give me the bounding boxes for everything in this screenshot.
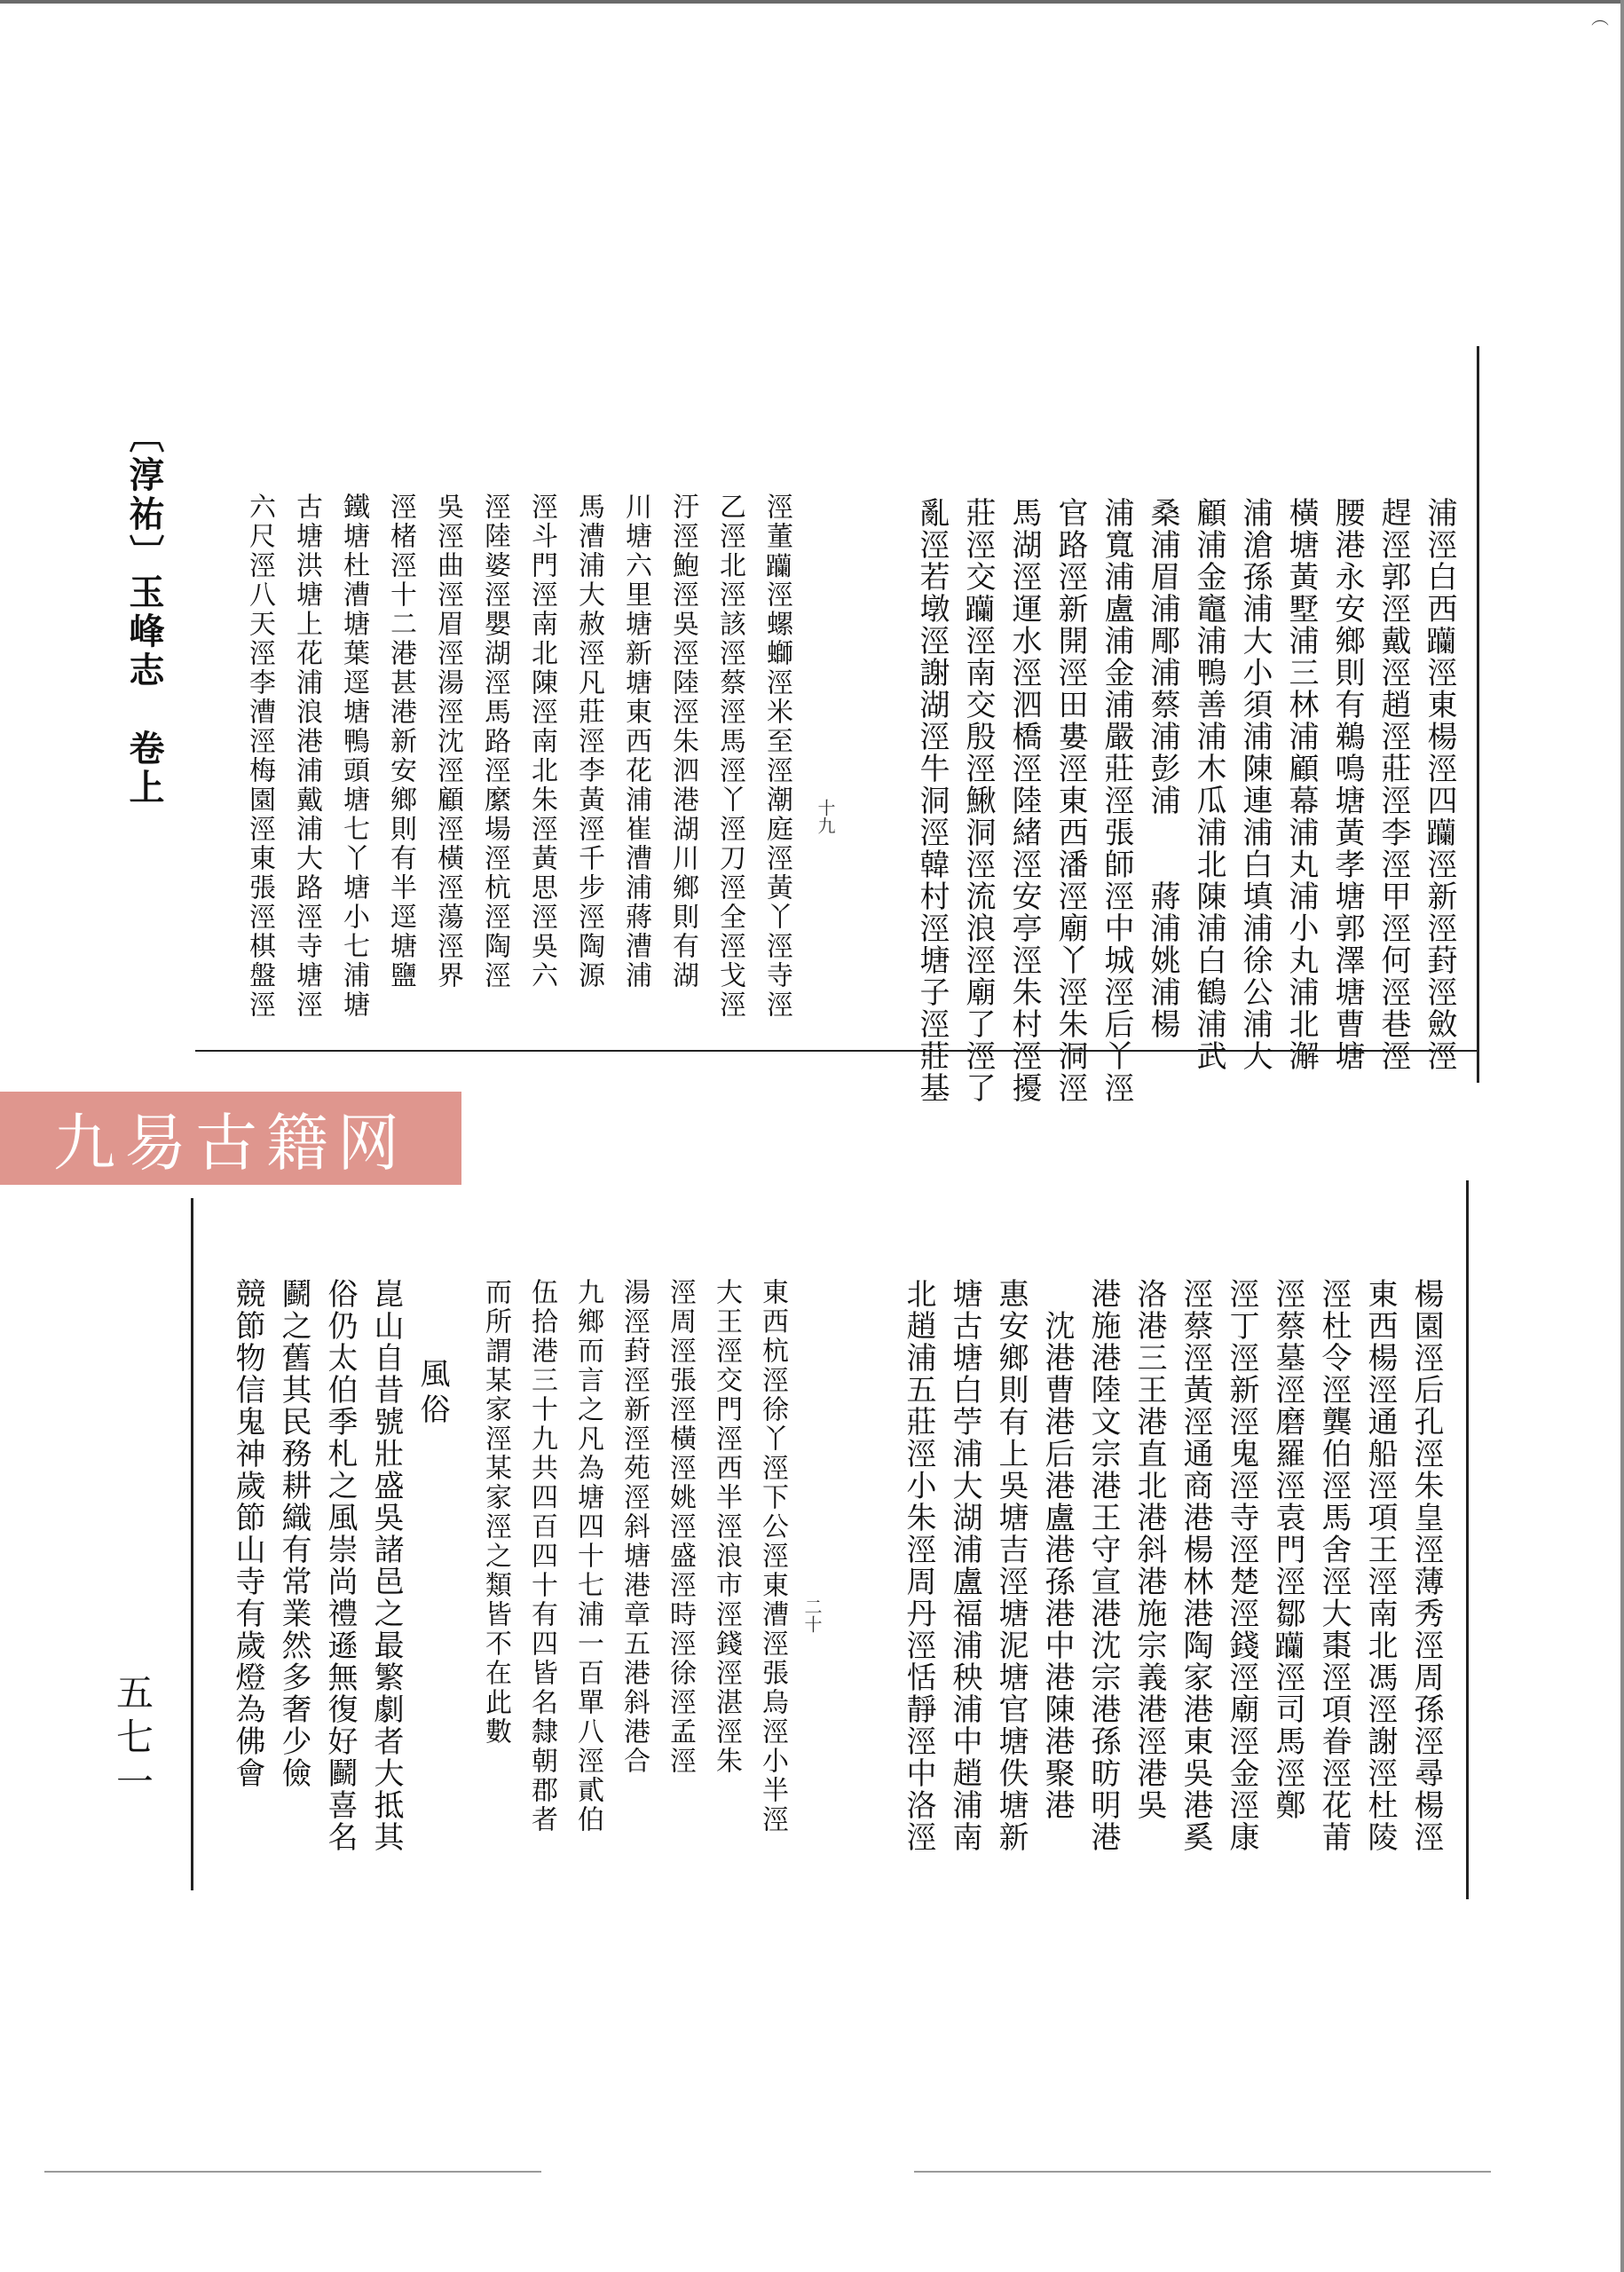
lower-note-column: 涇周涇張涇橫涇姚涇盛涇時涇徐涇孟涇 [665,1278,696,1776]
scan-line-bottom-right [914,2171,1491,2173]
upper-main-column: 浦滄孫浦大小須浦陳連浦白填浦徐公浦大 [1237,497,1273,1072]
lower-note-column: 湯涇葑涇新涇苑涇斜塘港章五港斜港合 [619,1278,650,1776]
lower-main-column: 東西楊涇通船涇項王涇南北馮涇謝涇杜陵 [1362,1278,1398,1853]
upper-main-column: 顧浦金竈浦鴨善浦木瓜浦北陳浦白鶴浦武 [1191,497,1226,1072]
upper-note-column: 涇陸婆涇嬰湖涇馬路涇縻場涇杭涇陶涇 [479,493,510,990]
upper-main-column: 浦涇白西𨈆涇東楊涇四𨈆涇新涇葑涇斂涇 [1422,497,1457,1072]
upper-block-right-rule [1477,346,1479,1083]
lower-text-column: 鬬之舊其民務耕織有常業然多奢少儉 [276,1278,311,1789]
watermark-banner [0,1092,461,1185]
upper-main-column: 馬湖涇運水涇泗橋涇陸緒涇安亭涇朱村涇擾 [1006,497,1042,1104]
upper-note-column: 川塘六里塘新塘東西花浦崔漕浦蔣漕浦 [620,493,651,990]
lower-main-column: 涇蔡墓涇磨羅涇袁門涇鄒𨈆涇司馬涇鄭 [1270,1278,1305,1821]
upper-note-column: 涇斗門涇南北陳涇南北朱涇黃思涇吳六 [526,493,557,990]
lower-main-column: 洛港三王港直北港斜港施宗義港涇港吳 [1131,1278,1167,1821]
upper-note-column: 馬漕浦大赦涇凡莊涇李黃涇千步涇陶源 [573,493,604,990]
lower-note-column: 伍拾港三十九共四百四十有四皆名隸朝郡者 [526,1278,557,1834]
lower-main-column: 港施港陸文宗港王守宣港沈宗港孫昉明港 [1085,1278,1121,1853]
lower-block-right-rule [1466,1180,1469,1899]
upper-note-column: 乙涇北涇該涇蔡涇馬涇丫涇刀涇全涇戈涇 [714,493,745,1020]
upper-main-column: 浦寬浦盧浦金浦嚴莊涇張師涇中城涇后丫涇 [1099,497,1134,1104]
scan-line-bottom-left [44,2171,541,2173]
lower-main-column: 涇杜令涇龔伯涇馬舍涇大棗涇項眷涇花莆 [1316,1278,1352,1853]
lower-folio-mark: 二十 [801,1598,823,1633]
upper-main-column: 腰港永安鄉則有鵜鳴塘黃孝塘郭澤塘曹塘 [1329,497,1365,1072]
corner-mark: ︵ [1591,7,1609,28]
upper-note-column: 六尺涇八天涇李漕涇梅園涇東張涇棋盤涇 [244,493,275,1020]
lower-note-column: 九鄉而言之凡為塘四十七浦一百單八涇貳伯 [572,1278,603,1834]
upper-main-column: 官路涇新開涇田婁涇東西潘涇廟丫涇朱洞涇 [1052,497,1088,1104]
upper-main-column: 莊涇交𨈆涇南交殷涇鰍洞涇流浪涇廟了涇了 [960,497,996,1104]
lower-text-column: 崑山自昔號壯盛吳諸邑之最繁劇者大抵其 [368,1278,404,1853]
lower-main-column: 惠安鄉則有上吳塘吉涇塘泥塘官塘佚塘新 [993,1278,1029,1853]
lower-block-left-rule [191,1198,193,1890]
lower-main-column: 北趙浦五莊涇小朱涇周丹涇恬靜涇中洛涇 [901,1278,936,1853]
watermark-text: 九易古籍网 [53,1107,408,1179]
lower-main-column: 涇蔡涇黃涇通商港楊林港陶家港東吳港奚 [1178,1278,1213,1853]
upper-note-column: 鐵塘杜漕塘葉逕塘鴨頭塘七丫塘小七浦塘 [338,493,369,1020]
section-title: 風俗 [414,1358,450,1429]
lower-note-column: 而所謂某家涇某家涇之類皆不在此數 [480,1278,511,1747]
upper-note-column: 汙涇鮑涇吳涇陸涇朱泗港湖川鄉則有湖 [667,493,698,990]
upper-main-column: 橫塘黃墅浦三林浦顧幕浦丸浦小丸浦北澥 [1283,497,1319,1072]
upper-note-column: 古塘洪塘上花浦浪港浦戴浦大路涇寺塘涇 [291,493,322,1020]
upper-folio-mark: 十九 [815,799,836,834]
running-head: 〔淳祐〕玉峰志 卷上 [123,417,165,808]
page-number: 五七一 [111,1673,154,1806]
lower-main-column: 涇丁涇新涇鬼涇寺涇楚涇錢涇廟涇金涇康 [1224,1278,1259,1853]
scan-edge-top [0,0,1624,4]
lower-note-column: 大王涇交門涇西半涇浪市涇錢涇湛涇朱 [711,1278,742,1776]
upper-note-column: 吳涇曲涇眉涇湯涇沈涇顧涇橫涇蕩涇界 [432,493,463,990]
upper-note-column: 涇楮涇十二港甚港新安鄉則有半逕塘鹽 [385,493,416,990]
lower-main-column: 塘古塘白苧浦大湖浦盧福浦秧浦中趙浦南 [947,1278,982,1853]
upper-main-column: 趕涇郭涇戴涇趙涇莊涇李涇甲涇何涇巷涇 [1376,497,1411,1072]
lower-main-column: 沈港曹港后港盧港孫港中港陳港聚港 [1039,1278,1075,1821]
lower-note-column: 東西杭涇徐丫涇下公涇東漕涇張烏涇小半涇 [757,1278,788,1834]
lower-main-column: 楊園涇后孔涇朱皇涇薄秀涇周孫涇尋楊涇 [1408,1278,1444,1853]
upper-main-column: 亂涇若墩涇謝湖涇牛洞涇韓村涇塘子涇莊基 [914,497,950,1104]
lower-text-column: 俗仍太伯季札之風崇尚禮遜無復好鬬喜名 [322,1278,358,1853]
scan-edge-right [1620,0,1624,2272]
upper-note-column: 涇董𨈆涇螺螄涇米至涇潮庭涇黃丫涇寺涇 [761,493,792,1020]
upper-main-column: 桑浦眉浦郮浦蔡浦彭浦 蔣浦姚浦楊 [1145,497,1180,1040]
lower-text-column: 競節物信鬼神歲節山寺有歲燈為佛會 [230,1278,265,1789]
